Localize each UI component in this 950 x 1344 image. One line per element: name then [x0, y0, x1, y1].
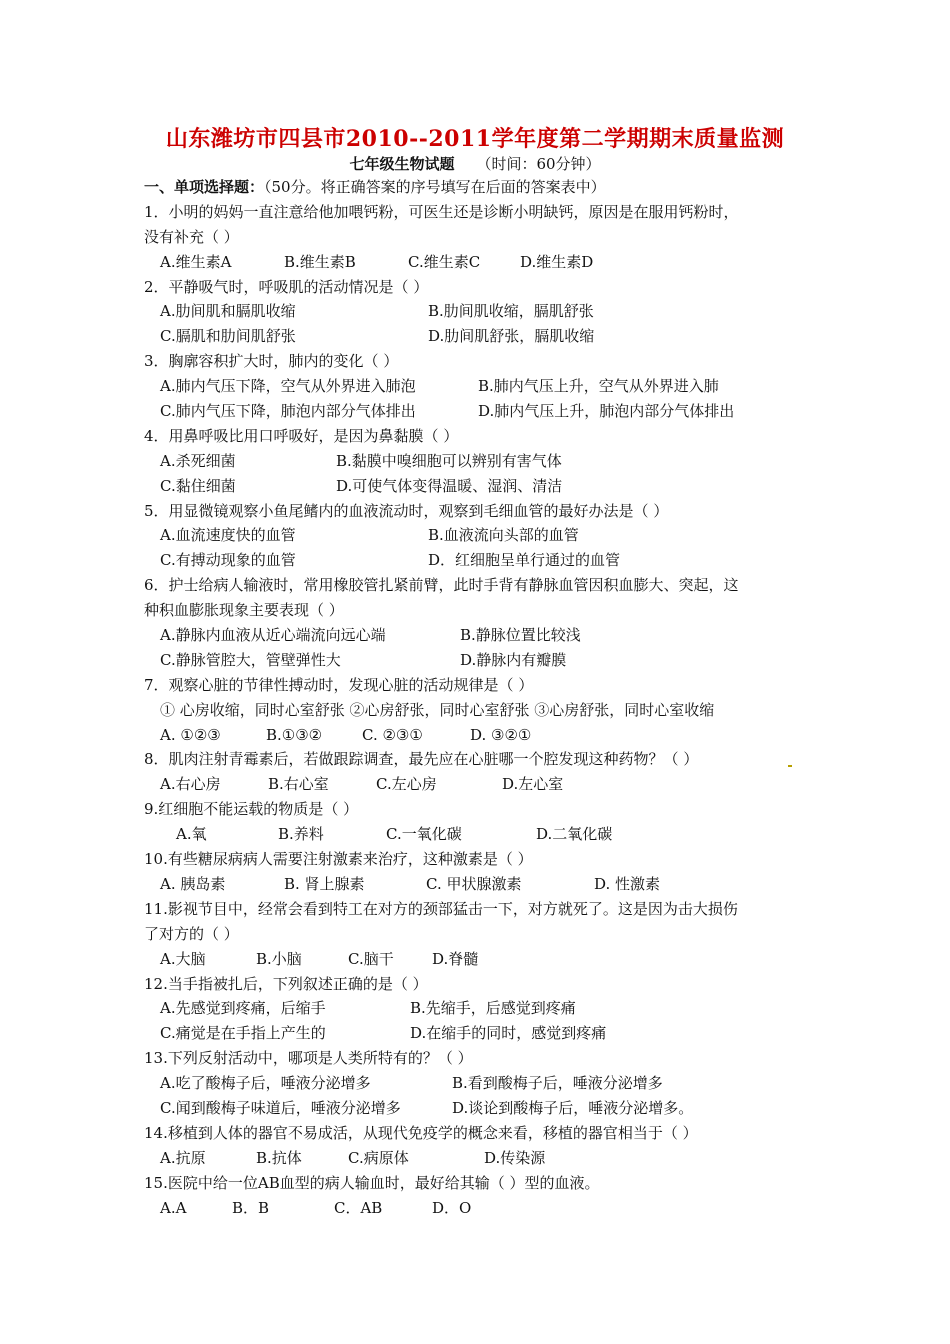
- option: C.病原体: [348, 1148, 409, 1167]
- option: C．AB: [334, 1198, 383, 1217]
- subject-label: 七年级生物试题: [349, 155, 455, 173]
- option: A.维生素A: [160, 252, 232, 271]
- option: C.一氧化碳: [386, 825, 462, 844]
- option-row: [144, 1071, 814, 1096]
- option: C.肺内气压下降，肺泡内部分气体排出: [160, 402, 416, 421]
- option-row: [144, 250, 814, 275]
- option: C.脑干: [348, 949, 394, 968]
- option: B.先缩手，后感觉到疼痛: [410, 999, 576, 1018]
- option-row: [144, 523, 814, 548]
- question-stem: 3．胸廓容积扩大时，肺内的变化（ ）: [144, 352, 399, 371]
- question-stem: 1．小明的妈妈一直注意给他加喂钙粉，可医生还是诊断小明缺钙，原因是在服用钙粉时，: [144, 202, 739, 221]
- option: D.传染源: [484, 1148, 546, 1167]
- option: B．B: [232, 1198, 270, 1217]
- option: A.抗原: [160, 1148, 206, 1167]
- option: D.左心室: [502, 775, 564, 794]
- option: D.维生素D: [520, 252, 594, 271]
- option-row: [144, 648, 814, 673]
- question-stem: 13.下列反射活动中，哪项是人类所特有的？（ ）: [144, 1049, 473, 1068]
- option: A.血流速度快的血管: [160, 526, 296, 545]
- option: A.氧: [176, 825, 207, 844]
- option-row: [144, 299, 814, 324]
- time-limit: （时间：60分钟）: [476, 155, 601, 173]
- option: B.静脉位置比较浅: [460, 626, 581, 645]
- stray-mark: [788, 765, 792, 767]
- question-stem: 15.医院中给一位AB血型的病人输血时，最好给其输（ ）型的血液。: [144, 1173, 600, 1192]
- question-stem: 12.当手指被扎后，下列叙述正确的是（ ）: [144, 974, 428, 993]
- option-row: [144, 324, 814, 349]
- option-row: [144, 822, 814, 847]
- option: A.大脑: [160, 949, 206, 968]
- option-row: [144, 449, 814, 474]
- exam-title: 山东潍坊市四县市2010--2011学年度第二学期期末质量监测: [165, 126, 785, 152]
- option: D.可使气体变得温暖、湿润、清洁: [336, 476, 563, 495]
- question-stem: 9.红细胞不能运载的物质是（ ）: [144, 800, 359, 819]
- question-stem: 8．肌肉注射青霉素后，若做跟踪调查，最先应在心脏哪一个腔发现这种药物？（ ）: [144, 750, 699, 769]
- option: D.脊髓: [432, 949, 479, 968]
- option-row: [144, 1021, 814, 1046]
- option: C. 甲状腺激素: [426, 874, 522, 893]
- option-row: [144, 1146, 814, 1171]
- question-stem: 14.移植到人体的器官不易成活，从现代免疫学的概念来看，移植的器官相当于（ ）: [144, 1123, 698, 1142]
- option: D.谈论到酸梅子后，唾液分泌增多。: [452, 1098, 694, 1117]
- option: A.A: [160, 1198, 187, 1217]
- option-row: [144, 947, 814, 972]
- option: A.肋间肌和膈肌收缩: [160, 302, 296, 321]
- option: C.维生素C: [408, 252, 481, 271]
- option-row: [144, 474, 814, 499]
- question-stem: 5．用显微镜观察小鱼尾鳍内的血液流动时，观察到毛细血管的最好办法是（ ）: [144, 501, 669, 520]
- option: B.肺内气压上升，空气从外界进入肺: [478, 377, 719, 396]
- option-row: [144, 1196, 814, 1221]
- option: B.维生素B: [284, 252, 356, 271]
- exam-subtitle: [0, 153, 950, 174]
- section-title: 一、单项选择题：: [144, 178, 265, 196]
- question-stem: 7．观察心脏的节律性搏动时，发现心脏的活动规律是（ ）: [144, 675, 534, 694]
- option: C.左心房: [376, 775, 437, 794]
- question-stem: 4．用鼻呼吸比用口呼吸好，是因为鼻黏膜（ ）: [144, 426, 459, 445]
- option: B.①③②: [266, 725, 323, 744]
- question-stem: 种积血膨胀现象主要表现（ ）: [144, 601, 344, 620]
- option: C.静脉管腔大，管壁弹性大: [160, 650, 341, 669]
- option: C.黏住细菌: [160, 476, 236, 495]
- section-note: （50分。将正确答案的序号填写在后面的答案表中）: [264, 178, 606, 196]
- option: D. ③②①: [470, 725, 532, 744]
- question-stem: 2．平静吸气时，呼吸肌的活动情况是（ ）: [144, 277, 429, 296]
- option-row: [144, 772, 814, 797]
- option: A. ①②③: [160, 725, 221, 744]
- option: D.肺内气压上升，肺泡内部分气体排出: [478, 402, 735, 421]
- question-stem: 6．护士给病人输液时，常用橡胶管扎紧前臂，此时手背有静脉血管因积血膨大、突起，这: [144, 576, 739, 595]
- option: A.右心房: [160, 775, 221, 794]
- option: B.小脑: [256, 949, 302, 968]
- option-row: [144, 1096, 814, 1121]
- option: D．红细胞呈单行通过的血管: [428, 551, 621, 570]
- option-row: [144, 623, 814, 648]
- option: D.在缩手的同时，感觉到疼痛: [410, 1024, 607, 1043]
- option: D. 性激素: [594, 874, 661, 893]
- option: C. ②③①: [362, 725, 423, 744]
- option: B.看到酸梅子后，唾液分泌增多: [452, 1074, 663, 1093]
- option-row: [144, 374, 814, 399]
- option-row: [144, 548, 814, 573]
- option-row: [144, 872, 814, 897]
- question-stem: 了对方的（ ）: [144, 924, 239, 943]
- option: C.痛觉是在手指上产生的: [160, 1024, 326, 1043]
- option: B.肋间肌收缩，膈肌舒张: [428, 302, 594, 321]
- option-row: [144, 399, 814, 424]
- option: C.膈肌和肋间肌舒张: [160, 327, 296, 346]
- question-list: [144, 175, 814, 1220]
- option: D.肋间肌舒张，膈肌收缩: [428, 327, 595, 346]
- option: B. 肾上腺素: [284, 874, 365, 893]
- option: D．O: [432, 1198, 472, 1217]
- option: B.右心室: [268, 775, 329, 794]
- option: D.二氧化碳: [536, 825, 613, 844]
- option: B.抗体: [256, 1148, 302, 1167]
- option: B.血液流向头部的血管: [428, 526, 579, 545]
- option: B.养料: [278, 825, 324, 844]
- option: D.静脉内有瓣膜: [460, 650, 567, 669]
- option: A.先感觉到疼痛，后缩手: [160, 999, 326, 1018]
- question-stem: 没有补充（ ）: [144, 227, 239, 246]
- question-stem: 10.有些糖尿病病人需要注射激素来治疗，这种激素是（ ）: [144, 850, 533, 869]
- option: A.杀死细菌: [160, 451, 236, 470]
- option: A.吃了酸梅子后，唾液分泌增多: [160, 1074, 371, 1093]
- section-heading: [144, 175, 814, 200]
- option-row: [144, 723, 814, 748]
- option: A. 胰岛素: [160, 874, 226, 893]
- statement-list: ① 心房收缩，同时心室舒张 ②心房舒张，同时心室舒张 ③心房舒张，同时心室收缩: [160, 700, 715, 719]
- option: A.肺内气压下降，空气从外界进入肺泡: [160, 377, 416, 396]
- option: C.有搏动现象的血管: [160, 551, 296, 570]
- question-stem: 11.影视节目中，经常会看到特工在对方的颈部猛击一下，对方就死了。这是因为击大损伤: [144, 899, 738, 918]
- option: C.闻到酸梅子味道后，唾液分泌增多: [160, 1098, 401, 1117]
- option: A.静脉内血液从近心端流向远心端: [160, 626, 386, 645]
- option-row: [144, 996, 814, 1021]
- option: B.黏膜中嗅细胞可以辨别有害气体: [336, 451, 562, 470]
